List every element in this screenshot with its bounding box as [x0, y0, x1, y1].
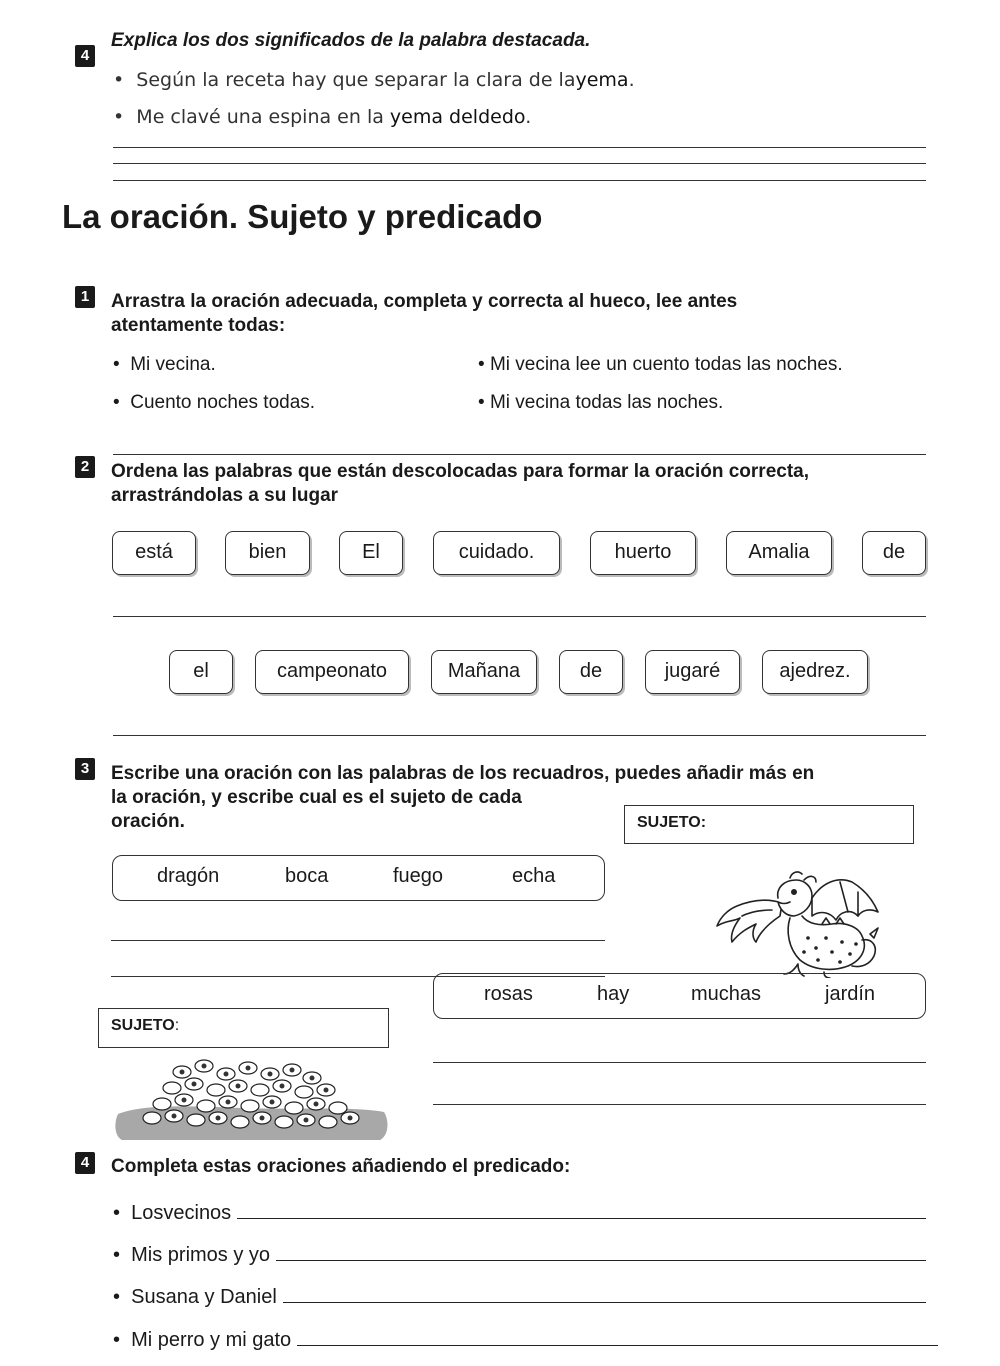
sujeto-box[interactable]	[624, 805, 914, 844]
sujeto-colon: :	[174, 1017, 180, 1034]
ex2-instruction-line1: Ordena las palabras que están descolocadas para formar la oración correcta,	[111, 461, 810, 482]
word-tile[interactable]: jugaré	[645, 650, 740, 694]
word-tile[interactable]: cuidado.	[433, 531, 560, 575]
ex1-option[interactable]: • Mi vecina.	[113, 354, 216, 375]
answer-line[interactable]	[433, 1104, 926, 1105]
highlight-word: yema	[575, 69, 629, 91]
drop-target-line[interactable]	[113, 454, 926, 455]
word-tile[interactable]: huerto	[590, 531, 696, 575]
exercise-number-badge: 3	[75, 758, 95, 780]
predicate-input[interactable]	[276, 1240, 926, 1261]
ex3-instruction-line1: Escribe una oración con las palabras de los recuadros, puedes añadir más en	[111, 763, 815, 784]
word-box-roses	[433, 973, 926, 1019]
flower-bush-illustration	[112, 1052, 392, 1144]
ex4-subject: Mi perro y mi gato	[131, 1329, 292, 1351]
ex4-subject: Losvecinos	[131, 1202, 232, 1224]
ex1-option[interactable]: • Mi vecina lee un cuento todas las noches.	[478, 354, 843, 375]
word-tile[interactable]: Mañana	[431, 650, 537, 694]
ex1-option-text: Mi vecina lee un cuento todas las noches.	[489, 354, 843, 375]
answer-line[interactable]	[113, 163, 926, 164]
word-tile[interactable]: de	[559, 650, 623, 694]
predicate-input[interactable]	[283, 1282, 926, 1303]
sujeto-label: SUJETO	[111, 1017, 175, 1034]
prev-bullet-1: • Según la receta hay que separar la clara de layema.	[113, 69, 635, 91]
exercise-number-badge: 1	[75, 286, 95, 308]
answer-line[interactable]	[113, 180, 926, 181]
highlight-word: yema deldedo	[389, 106, 526, 128]
ex1-option-text: Mi vecina.	[130, 354, 216, 375]
exercise-number-badge: 2	[75, 456, 95, 478]
ex4-item: • Susana y Daniel	[113, 1282, 926, 1309]
ex1-instruction-line2: atentamente todas:	[111, 315, 286, 336]
drop-target-line[interactable]	[113, 735, 926, 736]
exercise-number-badge: 4	[75, 45, 95, 67]
prev-bullet-1-end: .	[628, 69, 635, 91]
word-tile[interactable]: bien	[225, 531, 310, 575]
box-word[interactable]: hay	[597, 983, 630, 1005]
word-box-dragon	[112, 855, 605, 901]
word-tile[interactable]: de	[862, 531, 926, 575]
box-word[interactable]: rosas	[484, 983, 533, 1005]
box-word[interactable]: dragón	[157, 865, 220, 887]
predicate-input[interactable]	[297, 1325, 938, 1346]
ex1-option-text: Mi vecina todas las noches.	[489, 392, 724, 413]
word-tile[interactable]: ajedrez.	[762, 650, 868, 694]
prev-bullet-1-text: Según la receta hay que separar la clara de la	[136, 69, 576, 91]
sujeto-box[interactable]	[98, 1008, 389, 1048]
box-word[interactable]: muchas	[691, 983, 762, 1005]
ex4-item: • Mis primos y yo	[113, 1240, 926, 1267]
ex1-option[interactable]: • Cuento noches todas.	[113, 392, 316, 413]
ex4-item: • Losvecinos	[113, 1198, 926, 1225]
word-tile[interactable]: el	[169, 650, 233, 694]
answer-line[interactable]	[433, 1062, 926, 1063]
ex4-item: • Mi perro y mi gato	[113, 1325, 938, 1352]
ex4-subject: Mis primos y yo	[131, 1244, 271, 1266]
page-title: La oración. Sujeto y predicado	[62, 198, 543, 235]
drop-target-line[interactable]	[113, 616, 926, 617]
box-word[interactable]: fuego	[393, 865, 444, 887]
word-tile[interactable]: Amalia	[726, 531, 832, 575]
prev-bullet-2: • Me clavé una espina en la yema deldedo.	[113, 106, 532, 128]
ex4-instruction: Completa estas oraciones añadiendo el predicado:	[111, 1156, 571, 1177]
box-word[interactable]: echa	[512, 865, 556, 887]
box-word[interactable]: boca	[285, 865, 329, 887]
ex1-option[interactable]: • Mi vecina todas las noches.	[478, 392, 724, 413]
dragon-illustration	[712, 868, 882, 978]
ex3-instruction-line3: oración.	[111, 811, 185, 832]
ex2-instruction-line2: arrastrándolas a su lugar	[111, 485, 339, 506]
prev-bullet-2-text: Me clavé una espina en la	[136, 106, 384, 128]
ex1-option-text: Cuento noches todas.	[130, 392, 316, 413]
box-word[interactable]: jardín	[825, 983, 876, 1005]
answer-line[interactable]	[113, 147, 926, 148]
ex4-subject: Susana y Daniel	[131, 1286, 277, 1308]
word-tile[interactable]: campeonato	[255, 650, 409, 694]
sujeto-label: SUJETO:	[637, 814, 707, 831]
word-tile[interactable]: está	[112, 531, 196, 575]
word-tile[interactable]: El	[339, 531, 403, 575]
ex3-instruction-line2: la oración, y escribe cual es el sujeto de cada	[111, 787, 522, 808]
ex1-instruction-line1: Arrastra la oración adecuada, completa y correcta al hueco, lee antes	[111, 291, 738, 312]
exercise-number-badge: 4	[75, 1152, 95, 1174]
answer-line[interactable]	[111, 940, 605, 941]
prev-bullet-2-end: .	[525, 106, 532, 128]
prev-exercise-instruction: Explica los dos significados de la palabra destacada.	[111, 30, 591, 51]
predicate-input[interactable]	[237, 1198, 926, 1219]
